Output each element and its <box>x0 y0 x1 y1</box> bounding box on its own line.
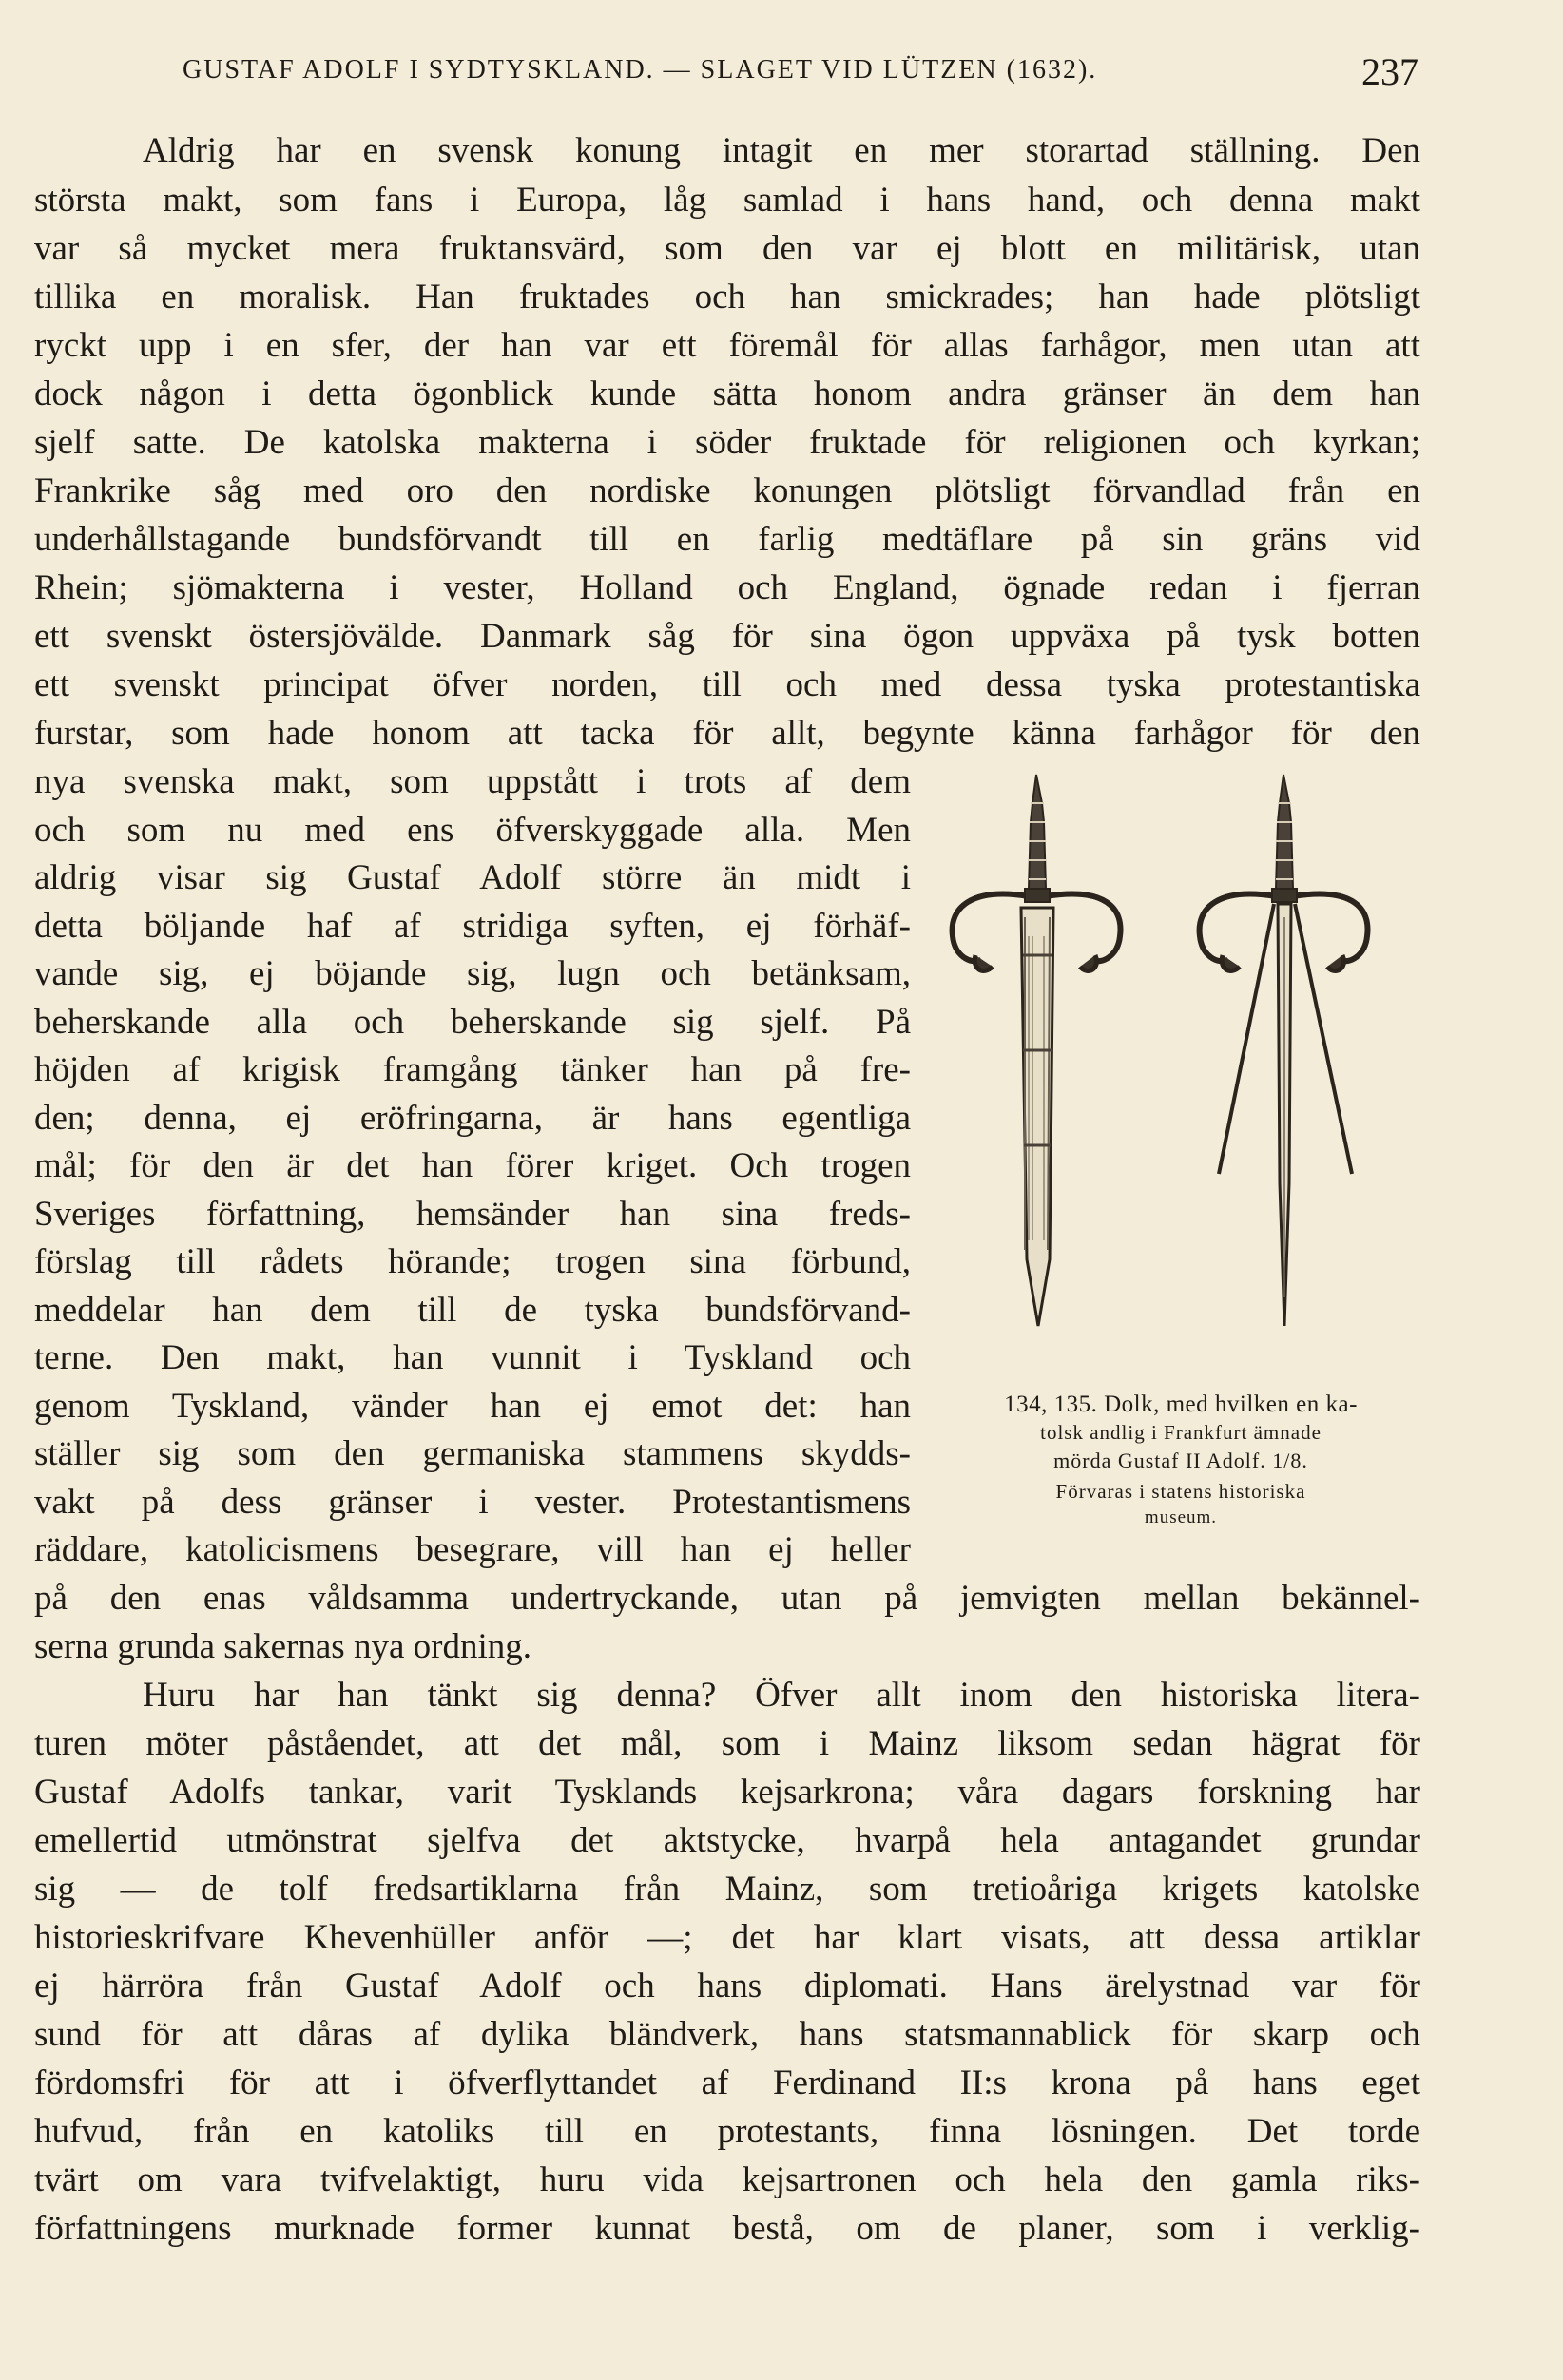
text-line: nya svenska makt, som uppstått i trots af dem <box>34 762 911 801</box>
text-line: vakt på dess gränser i vester. Protestantismens <box>34 1483 911 1522</box>
text-line: genom Tyskland, vänder han ej emot det: han <box>34 1387 911 1426</box>
text-line: dock någon i detta ögonblick kunde sätta honom andra gränser än dem han <box>34 374 1420 413</box>
text-line: den; denna, ej eröfringarna, är hans egentliga <box>34 1099 911 1138</box>
text-line: var så mycket mera fruktansvärd, som den var ej blott en militärisk, utan <box>34 229 1420 268</box>
text-line: Sveriges författning, hemsänder han sina freds- <box>34 1195 911 1234</box>
text-line: på den enas våldsamma undertryckande, utan på jemvigten mellan bekännel- <box>34 1579 1420 1618</box>
text-line: mål; för den är det han förer kriget. Och trogen <box>34 1146 911 1185</box>
figure-caption-line: Förvaras i statens historiska <box>1055 1480 1306 1503</box>
text-line: Gustaf Adolfs tankar, varit Tysklands kejsarkrona; våra dagars forskning har <box>34 1773 1420 1812</box>
text-line: författningens murknade former kunnat bestå, om de planer, som i verklig- <box>34 2209 1420 2248</box>
text-line: ett svenskt principat öfver norden, till och med dessa tyska protestantiska <box>34 665 1420 704</box>
text-line: räddare, katolicismens besegrare, vill han ej heller <box>34 1530 911 1569</box>
text-line: vande sig, ej böjande sig, lugn och betänksam, <box>34 954 911 993</box>
text-line: Rhein; sjömakterna i vester, Holland och England, ögnade redan i fjerran <box>34 568 1420 607</box>
figure-caption-line: tolsk andlig i Frankfurt ämnade <box>1040 1421 1322 1444</box>
text-line: Huru har han tänkt sig denna? Öfver allt inom den historiska litera- <box>143 1676 1420 1715</box>
text-line: beherskande alla och beherskande sig sjelf. På <box>34 1003 911 1042</box>
text-line: meddelar han dem till de tyska bundsförvand- <box>34 1291 911 1330</box>
text-line: ett svenskt östersjövälde. Danmark såg för sina ögon uppväxa på tysk botten <box>34 617 1420 656</box>
text-line: största makt, som fans i Europa, låg samlad i hans hand, och denna makt <box>34 181 1420 220</box>
figure-caption-line: mörda Gustaf II Adolf. 1/8. <box>1053 1449 1308 1472</box>
running-header <box>183 49 1418 97</box>
running-title: GUSTAF ADOLF I SYDTYSKLAND. — SLAGET VID LÜTZEN (1632). <box>183 55 1098 85</box>
text-line: ej härröra från Gustaf Adolf och hans diplomati. Hans ärelystnad var för <box>34 1967 1420 2006</box>
text-line: terne. Den makt, han vunnit i Tyskland och <box>34 1338 911 1377</box>
text-line: sjelf satte. De katolska makterna i söder fruktade för religionen och kyrkan; <box>34 423 1420 462</box>
text-line: emellertid utmönstrat sjelfva det aktstycke, hvarpå hela antagandet grundar <box>34 1821 1420 1860</box>
text-line: detta böljande haf af stridiga syften, ej förhäf- <box>34 907 911 946</box>
figure-caption-line: museum. <box>1144 1507 1218 1527</box>
text-line: och som nu med ens öfverskyggade alla. Men <box>34 811 911 850</box>
text-line: Aldrig har en svensk konung intagit en mer storartad ställning. Den <box>143 131 1420 170</box>
figure-caption-line: 134, 135. Dolk, med hvilken en ka- <box>1004 1392 1358 1417</box>
dagger-drawn-icon <box>1200 775 1368 1326</box>
text-line: turen möter påståendet, att det mål, som i Mainz liksom sedan hägrat för <box>34 1724 1420 1763</box>
dagger-illustration <box>934 765 1428 1392</box>
text-line: furstar, som hade honom att tacka för allt, begynte känna farhågor för den <box>34 714 1420 753</box>
text-line: underhållstagande bundsförvandt till en farlig medtäflare på sin gräns vid <box>34 520 1420 559</box>
text-line: ställer sig som den germaniska stammens skydds- <box>34 1434 911 1473</box>
text-line: sig — de tolf fredsartiklarna från Mainz, som tretioåriga krigets katolske <box>34 1870 1420 1909</box>
text-line: tvärt om vara tvifvelaktigt, huru vida kejsartronen och hela den gamla riks- <box>34 2160 1420 2199</box>
text-line: förslag till rådets hörande; trogen sina förbund, <box>34 1242 911 1281</box>
text-line: höjden af krigisk framgång tänker han på fre- <box>34 1050 911 1089</box>
text-line: historieskrifvare Khevenhüller anför —; det har klart visats, att dessa artiklar <box>34 1918 1420 1957</box>
text-line: aldrig visar sig Gustaf Adolf större än midt i <box>34 858 911 897</box>
text-line: hufvud, från en katoliks till en protestants, finna lösningen. Det torde <box>34 2112 1420 2151</box>
text-line: ryckt upp i en sfer, der han var ett föremål för allas farhågor, men utan att <box>34 326 1420 365</box>
text-line: tillika en moralisk. Han fruktades och han smickrades; han hade plötsligt <box>34 278 1420 317</box>
text-line: fördomsfri för att i öfverflyttandet af Ferdinand II:s krona på hans eget <box>34 2063 1420 2102</box>
dagger-in-scabbard-icon <box>953 775 1121 1326</box>
text-line: Frankrike såg med oro den nordiske konungen plötsligt förvandlad från en <box>34 471 1420 510</box>
text-line: sund för att dåras af dylika bländverk, hans statsmannablick för skarp och <box>34 2015 1420 2054</box>
text-line: serna grunda sakernas nya ordning. <box>34 1627 531 1666</box>
page-number: 237 <box>1361 50 1418 93</box>
